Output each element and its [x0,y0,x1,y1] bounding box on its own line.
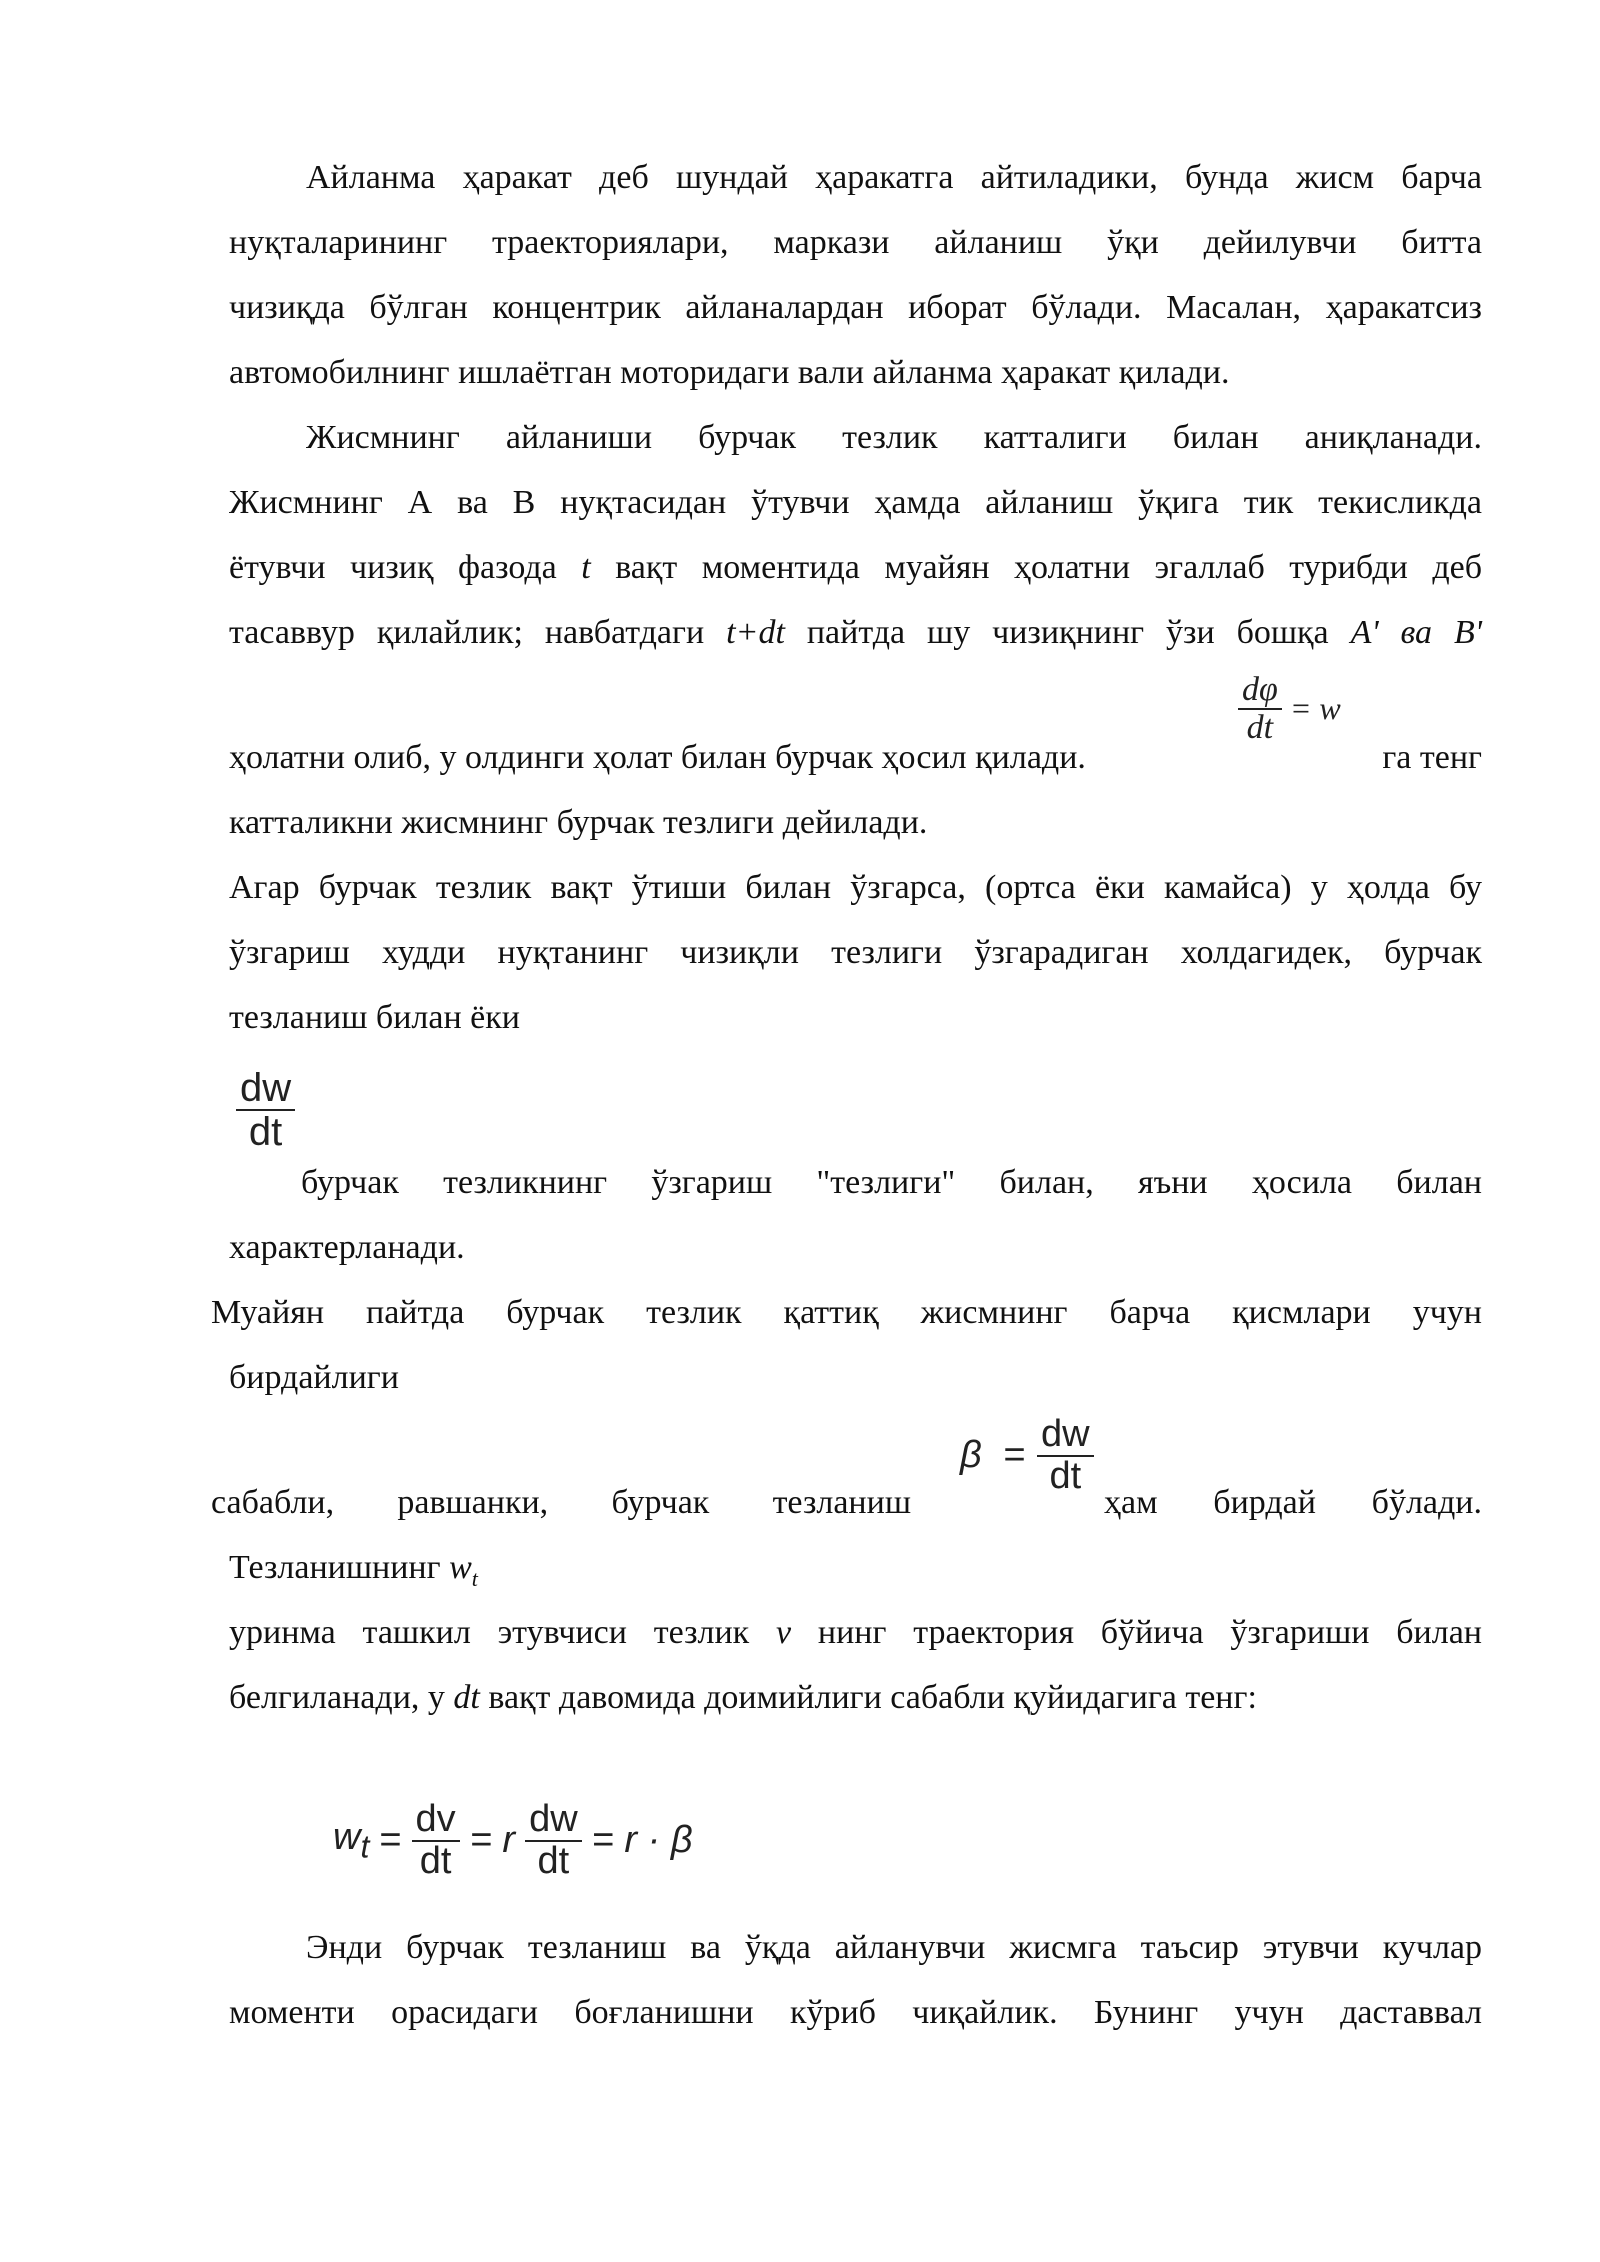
paragraph-5 [211,1280,1482,1410]
text-line: автомобилнинг ишлаётган моторидаги вали айланма ҳаракат қилади. [229,354,1230,391]
text-line: катталикни жисмнинг бурчак тезлиги дейилади. [229,804,928,841]
text-line: ўзгариш худди нуқтанинг чизиқли тезлиги ўзгарадиган холдагидек, бурчак [229,934,1482,971]
text-line: Тезланишнинг $w_t$ [229,1549,478,1591]
angular-velocity-formula: $\frac{d\varphi}{dt}$ = w [1238,672,1341,745]
text-line: Жисмнинг А ва В нуқтасидан ўтувчи ҳамда айланиш ўқига тик текисликда [229,484,1482,521]
text-line: ҳолатни олиб, у олдинги ҳолат билан бурчак ҳосил қилади. [229,739,1086,776]
text-line: бурчак тезликнинг ўзгариш "тезлиги" билан, яъни ҳосила билан [301,1164,1482,1201]
tangential-acceleration-formula: $w_t$ = $\frac{dv}{dt}$ = r $\frac{dw}{dt}$ = r · β [333,1798,693,1882]
text-line: сабабли, равшанки, бурчак тезланиш [211,1484,911,1521]
text-line: тезланиш билан ёки [229,999,520,1036]
paragraph-3 [229,855,1482,1050]
text-line: нуқталарининг траекториялари, маркази айланиш ўқи дейилувчи битта [229,224,1482,261]
paragraph-7 [229,1600,1482,1730]
text-line: чизиқда бўлган концентрик айланалардан иборат бўлади. Масалан, ҳаракатсиз [229,289,1482,326]
text-line: ётувчи чизиқ фазода t вақт моментида муайян ҳолатни эгаллаб турибди деб [229,549,1483,586]
paragraph-6-l2 [229,1535,1482,1600]
text-line: Агар бурчак тезлик вақт ўтиши билан ўзгарса, (ортса ёки камайса) у ҳолда бу [229,869,1482,906]
paragraph-2 [229,405,1482,665]
text-line: бирдайлиги [229,1359,399,1396]
paragraph-1 [229,145,1482,405]
text-line: характерланади. [229,1229,465,1266]
paragraph-4 [229,1150,1482,1280]
text-line: га тенг [1382,739,1482,776]
paragraph-8 [229,1915,1482,2045]
text-line: Айланма ҳаракат деб шундай ҳаракатга айтиладики, бунда жисм барча [306,159,1482,196]
text-line: Энди бурчак тезланиш ва ўқда айланувчи жисмга таъсир этувчи кучлар [306,1929,1482,1966]
beta-formula: β = $\frac{dw}{dt}$ [960,1415,1094,1497]
text-line: уринма ташкил этувчиси тезлик v нинг траектория бўйича ўзгариши билан [229,1614,1483,1651]
text-line: тасаввур қилайлик; навбатдаги t+dt пайтда шу чизиқнинг ўзи бошқа A' ва B' [229,614,1483,651]
text-line: ҳам бирдай бўлади. [1104,1484,1482,1521]
text-line: Жисмнинг айланиши бурчак тезлик катталиги билан аниқланади. [306,419,1482,456]
text-line: моменти орасидаги боғланишни кўриб чиқайлик. Бунинг учун даставвал [229,1994,1482,2031]
paragraph-2-end [229,790,1482,855]
angular-acceleration-fraction: $\frac{dw}{dt}$ [236,1067,295,1153]
text-line: Муайян пайтда бурчак тезлик қаттиқ жисмнинг барча қисмлари учун [211,1294,1482,1331]
text-line: белгиланади, у dt вақт давомида доимийлиги сабабли қуйидагига тенг: [229,1679,1257,1716]
